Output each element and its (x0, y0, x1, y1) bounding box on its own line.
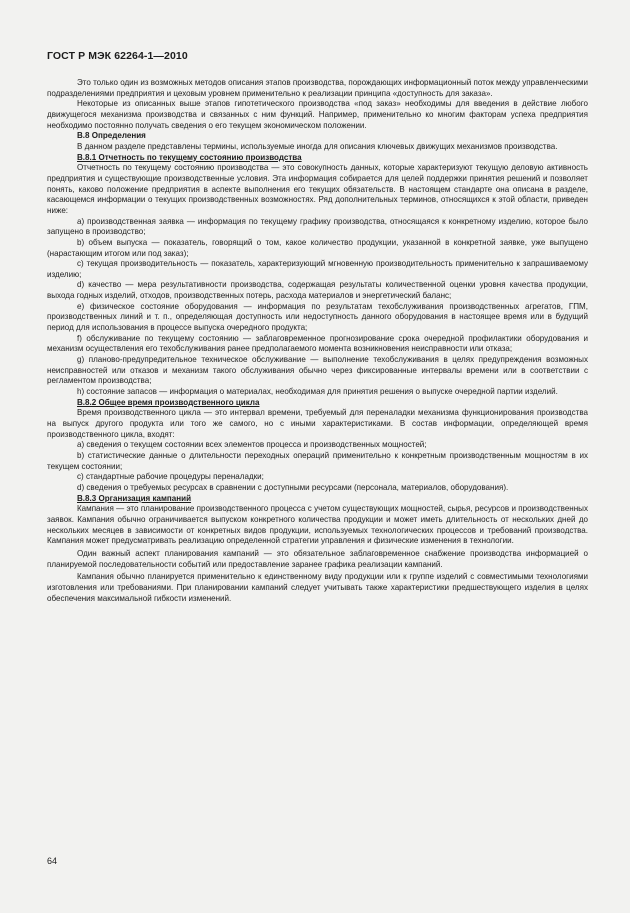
section-heading-b8: В.8 Определения (77, 131, 146, 141)
paragraph: Один важный аспект планирования кампаний — это обязательное заблаговременное снабжение производства информацией о планируемой последовательности событий или предоставление заранее графика реализации кампаний. (47, 548, 588, 569)
list-item: a) производственная заявка — информация по текущему графику производства, относящаяся к конкретному изделию, которое было запущено в производство; (47, 216, 588, 237)
list-item: d) сведения о требуемых ресурсах в сравнении с доступными ресурсами (персонала, материалов, оборудования). (77, 482, 509, 492)
paragraph: Кампания — это планирование производственного процесса с учетом существующих мощностей, сырья, ресурсов и производственных заявок. Кампания обычно ограничивается выпуском конкретного количества продукции и может иметь длительность от нескольких дней до нескольких месяцев в зависимости от конкретных видов продукции, используемых технологических процессов и требований производства. Кампания может предусматривать реализацию определенной стратегии управления и физические изменения в технологии. (47, 504, 588, 546)
list-item: c) текущая производительность — показатель, характеризующий мгновенную производительность применительно к запрашиваемому изделию; (47, 259, 588, 279)
standard-header: ГОСТ Р МЭК 62264-1—2010 (47, 50, 188, 62)
list-item: f) обслуживание по текущему состоянию — заблаговременное прогнозирование срока очередной профилактики оборудования и механизм осуществления его техобслуживания ранее предполагаемого момента возникновения неисправности или отказа; (47, 333, 588, 354)
list-item: a) сведения о текущем состоянии всех элементов процесса и производственных мощностей; (77, 440, 427, 450)
paragraph: Отчетность по текущему состоянию производства — это совокупность данных, которые характеризуют текущую деловую активность предприятия и существующие производственные условия. Эта информация собирается для целей поддержки принятия решений и позволяет понять, каково положение предприятия в аспекте выполнения его текущих обязательств. В настоящем стандарте она описана в разделе, касающемся информации о текущих производственных возможностях. Ряд дополнительных терминов, относящихся к этой области, приведен ниже: (47, 163, 588, 215)
list-item: b) статистические данные о длительности переходных операций применительно к конкретным производственным мощностям в их текущем состоянии; (47, 450, 588, 471)
page-content (47, 78, 588, 604)
section-heading-b82: В.8.2 Общее время производственного цикла (77, 397, 260, 407)
list-item: d) качество — мера результативности производства, содержащая результаты количественной оценки уровня качества продукции, выхода годных изделий, отходов, производственных потерь, расхода материалов и энергетический баланс; (47, 280, 588, 301)
list-item: g) планово-предупредительное техническое обслуживание — выполнение техобслуживания в целях предупреждения возможных неисправностей или отказов и механизм такого обслуживания обычно через фиксированные интервалы времени или в соответствии с регламентом производства; (47, 355, 588, 386)
paragraph: Время производственного цикла — это интервал времени, требуемый для переналадки механизма функционирования производства на выпуск другого продукта или того же самого, но с иными характеристиками. В состав информации, определяющей время производственного цикла, входят: (47, 408, 588, 439)
list-item: b) объем выпуска — показатель, говорящий о том, какое количество продукции, указанной в конкретной заявке, уже выпущено (нарастающим итогом или под заказ); (47, 237, 588, 258)
page-number: 64 (47, 856, 58, 866)
paragraph: Некоторые из описанных выше этапов гипотетического производства «под заказ» необходимы для введения в действие любого движущегося механизма производства и связанных с ним функций. Например, применительно ко многим факторам успеха предприятия необходимо постоянно получать сведения о его текущем экономическом положении. (47, 99, 588, 130)
section-heading-b81: В.8.1 Отчетность по текущему состоянию производства (77, 152, 302, 162)
section-heading-b83: В.8.3 Организация кампаний (77, 493, 192, 503)
paragraph: Это только один из возможных методов описания этапов производства, порождающих информационный поток между управленческими подразделениями предприятия и цеховым уровнем применительно к реализации принципа «доступность для заказа». (47, 78, 589, 98)
paragraph: Кампания обычно планируется применительно к единственному виду продукции или к группе изделий с совместимыми технологиями изготовления или требованиями. При планировании кампаний следует учитывать также характеристики предшествующего изделия в целях обеспечения максимальной гибкости изменений. (47, 572, 588, 603)
list-item: c) стандартные рабочие процедуры переналадки; (77, 472, 264, 482)
list-item: e) физическое состояние оборудования — информация по результатам техобслуживания производственных агрегатов, ГПМ, производственных линий и т. п., определяющая доступность или недоступность данного оборудования в настоящее время или в будущий период для использования в процессе выпуска очередного продукта; (47, 301, 588, 333)
paragraph: В данном разделе представлены термины, используемые иногда для описания ключевых движущих механизмов производства. (77, 141, 558, 151)
list-item: h) состояние запасов — информация о материалах, необходимая для принятия решения о выпуске очередной партии изделий. (77, 387, 558, 397)
